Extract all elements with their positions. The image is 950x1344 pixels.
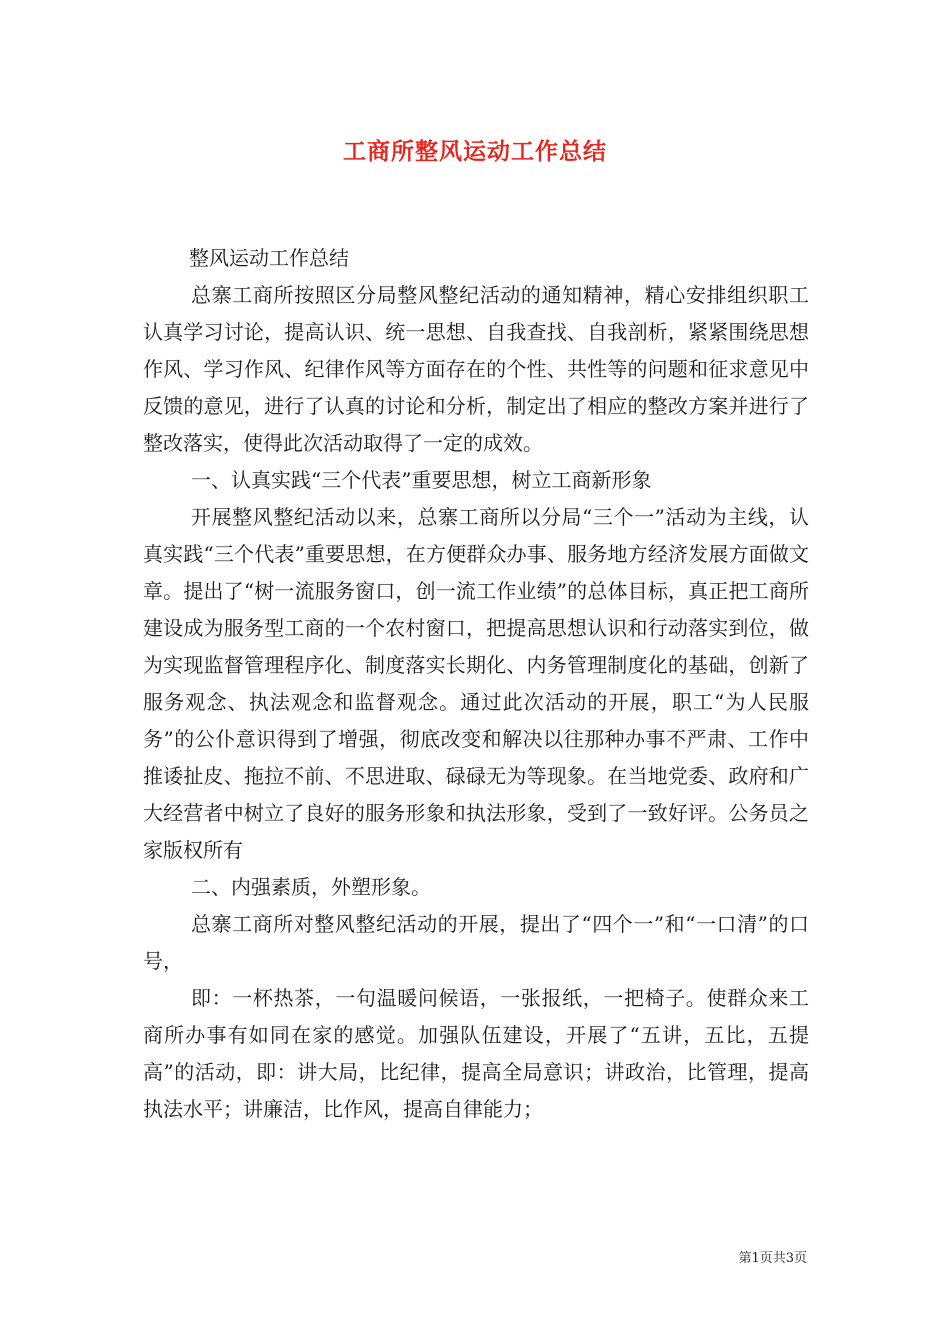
section-heading-1: 一、认真实践“三个代表”重要思想，树立工商新形象 — [191, 468, 652, 492]
paragraph-section-2a: 总寨工商所对整风整纪活动的开展，提出了“四个一”和“一口清”的口号， — [143, 912, 809, 973]
paragraph-section-2b: 即：一杯热茶，一句温暖问候语，一张报纸，一把椅子。使群众来工商所办事有如同在家的感觉。加强队伍建设，开展了“五讲，五比，五提高”的活动，即：讲大局，比纪律，提高全局意识；讲政治，比管理，提高执法水平；讲廉洁，比作风，提高自律能力； — [143, 986, 809, 1121]
page-number: 第1页共3页 — [738, 1251, 807, 1266]
section-heading-2: 二、内强素质，外塑形象。 — [191, 875, 431, 899]
section-heading: 整风运动工作总结 — [189, 246, 349, 270]
paragraph-intro: 总寨工商所按照区分局整风整纪活动的通知精神，精心安排组织职工认真学习讨论，提高认识、统一思想、自我查找、自我剖析，紧紧围绕思想作风、学习作风、纪律作风等方面存在的个性、共性等的问题和征求意见中反馈的意见，进行了认真的讨论和分析，制定出了相应的整改方案并进行了整改落实，使得此次活动取得了一定的成效。 — [143, 283, 809, 455]
document-title: 工商所整风运动工作总结 — [343, 138, 607, 165]
paragraph-section-1: 开展整风整纪活动以来，总寨工商所以分局“三个一”活动为主线，认真实践“三个代表”重要思想，在方便群众办事、服务地方经济发展方面做文章。提出了“树一流服务窗口，创一流工作业绩”的总体目标，真正把工商所建设成为服务型工商的一个农村窗口，把提高思想认识和行动落实到位，做为实现监督管理程序化、制度落实长期化、内务管理制度化的基础，创新了服务观念、执法观念和监督观念。通过此次活动的开展，职工“为人民服务”的公仆意识得到了增强，彻底改变和解决以往那种办事不严肃、工作中推诿扯皮、拖拉不前、不思进取、碌碌无为等现象。在当地党委、政府和广大经营者中树立了良好的服务形象和执法形象，受到了一致好评。公务员之家版权所有 — [143, 505, 809, 862]
document-body — [143, 240, 809, 1128]
